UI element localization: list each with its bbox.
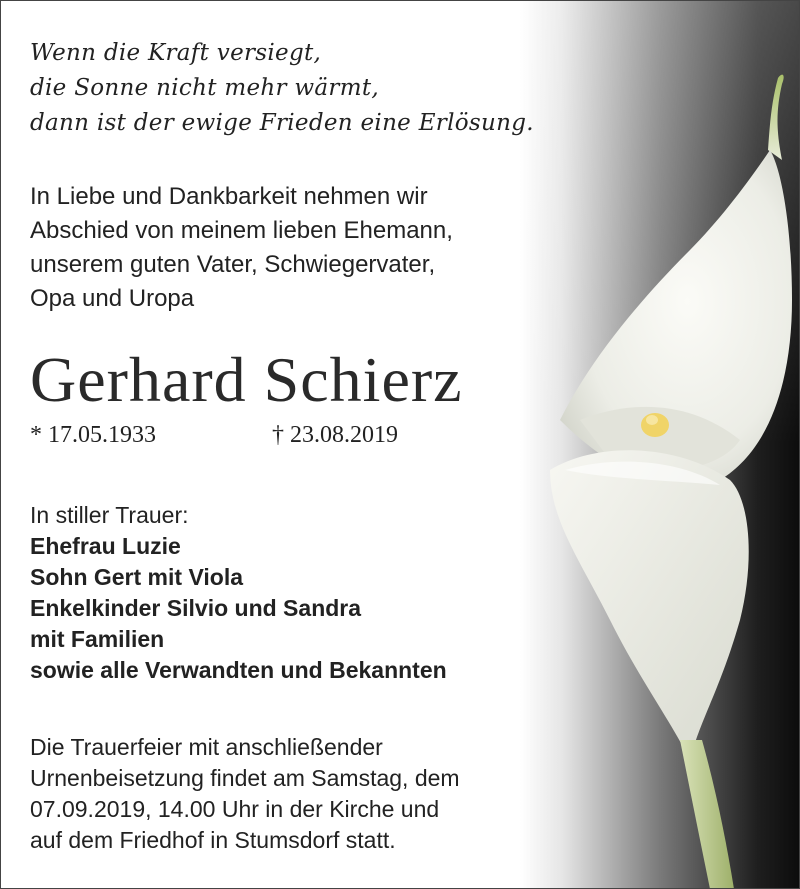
- service-line: 07.09.2019, 14.00 Uhr in der Kirche und: [30, 796, 440, 822]
- death-date: † 23.08.2019: [272, 422, 398, 448]
- mourners-list: [30, 500, 447, 686]
- intro-line: Opa und Uropa: [30, 285, 195, 312]
- poem: [30, 36, 534, 141]
- funeral-service-info: [30, 732, 460, 856]
- service-line: auf dem Friedhof in Stumsdorf statt.: [30, 827, 396, 853]
- birth-date: * 17.05.1933: [30, 422, 156, 448]
- mourner-name: Ehefrau Luzie: [30, 533, 181, 559]
- mourner-name: Enkelkinder Silvio und Sandra: [30, 595, 362, 621]
- intro-line: In Liebe und Dankbarkeit nehmen wir: [30, 183, 428, 210]
- mourner-name: sowie alle Verwandten und Bekannten: [30, 657, 447, 683]
- service-line: Die Trauerfeier mit anschließender: [30, 734, 383, 760]
- poem-line: Wenn die Kraft versiegt,: [30, 40, 322, 66]
- service-line: Urnenbeisetzung findet am Samstag, dem: [30, 765, 460, 791]
- deceased-name: Gerhard Schierz: [30, 344, 463, 415]
- mourner-name: Sohn Gert mit Viola: [30, 564, 243, 590]
- life-dates: [30, 420, 398, 450]
- poem-line: die Sonne nicht mehr wärmt,: [30, 75, 379, 101]
- intro-text: [30, 180, 453, 316]
- mourner-name: mit Familien: [30, 626, 165, 652]
- intro-line: Abschied von meinem lieben Ehemann,: [30, 217, 453, 244]
- mourners-heading: In stiller Trauer:: [30, 502, 189, 528]
- calla-lily-icon: [520, 0, 800, 889]
- poem-line: dann ist der ewige Frieden eine Erlösung.: [30, 110, 534, 136]
- intro-line: unserem guten Vater, Schwiegervater,: [30, 251, 436, 278]
